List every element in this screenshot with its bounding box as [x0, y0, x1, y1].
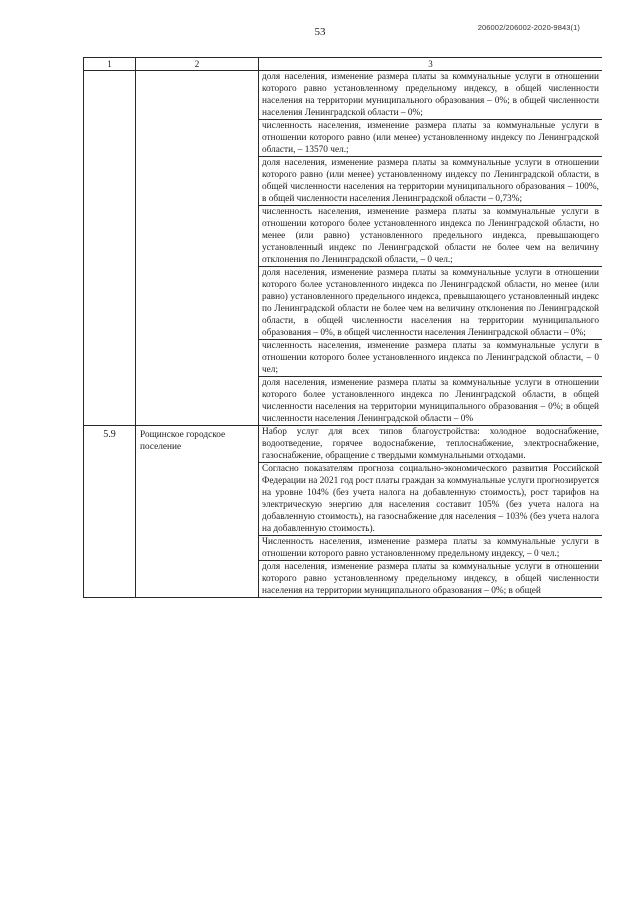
row-content-cell: [259, 71, 603, 426]
text-block: доля населения, изменение размера платы за коммунальные услуги в отношении которого равно установленному предельному индексу, в общей численности населения на территории муниципального образования – 0%; в общей: [259, 560, 602, 597]
column-number-3: 3: [259, 58, 603, 71]
row-name-cell: [136, 71, 259, 426]
text-block: численность населения, изменение размера платы за коммунальные услуги в отношении которого равно (или менее) установленному индексу по Ленинградской области, – 13570 чел.;: [259, 119, 602, 156]
text-block: доля населения, изменение размера платы за коммунальные услуги в отношении которого равно (или менее) установленному индексу по Ленинградской области, в общей численности населения на территории муниципального образования – 100%, в общей численности населения Ленинградской области – 0,73%;: [259, 156, 602, 205]
text-block: доля населения, изменение размера платы за коммунальные услуги в отношении которого более установленного индекса по Ленинградской области, но менее (или равно) установленного предельного индекса, превышающего установленный индекс по Ленинградской области не более чем на величину отклонения по Ленинградской области, в общей численности населения на территории муниципального образования – 0%, в общей численности населения Ленинградской области – 0%;: [259, 266, 602, 339]
row-number-cell: [84, 71, 136, 426]
text-block: численность населения, изменение размера платы за коммунальные услуги в отношении которого более установленного индекса по Ленинградской области, – 0 чел;: [259, 339, 602, 376]
document-code: 206002/206002-2020-9843(1): [477, 23, 580, 32]
table-row-5-9: [84, 426, 603, 598]
text-block: Набор услуг для всех типов благоустройства: холодное водоснабжение, водоотведение, горячее водоснабжение, теплоснабжение, электроснабжение, газоснабжение, обращение с твердыми коммунальными отходами.: [262, 427, 599, 461]
document-sheet: [83, 57, 602, 901]
text-block: доля населения, изменение размера платы за коммунальные услуги в отношении которого более установленного индекса по Ленинградской области, в общей численности населения на территории муниципального образования – 0%; в общей численности населения Ленинградской области – 0%: [259, 376, 602, 425]
text-block: Согласно показателям прогноза социально-экономического развития Российской Федерации на 2021 год рост платы граждан за коммунальные услуги прогнозируется на уровне 104% (без учета налога на добавленную стоимость), рост тарифов на электрическую энергию для населения составит 105% (без учета налога на добавленную стоимость), на газоснабжение для населения – 103% (без учета налога на добавленную стоимость).: [259, 462, 602, 535]
row-content-cell: [259, 426, 603, 598]
row-number-cell: 5.9: [84, 426, 136, 598]
text-block: Численность населения, изменение размера платы за коммунальные услуги в отношении которого равно установленному предельному индексу, – 0 чел.;: [259, 535, 602, 560]
text-block: численность населения, изменение размера платы за коммунальные услуги в отношении которого более установленного индекса по Ленинградской области, но менее (или равно) установленного предельного индекса, превышающего установленный индекс по Ленинградской области не более чем на величину отклонения по Ленинградской области, – 0 чел.;: [259, 205, 602, 266]
page-number: 53: [314, 26, 326, 38]
table-row-continued: [84, 71, 603, 426]
column-number-1: 1: [84, 58, 136, 71]
column-numbers-row: [84, 58, 603, 71]
text-block: доля населения, изменение размера платы за коммунальные услуги в отношении которого равно установленному предельному индексу, в общей численности населения на территории муниципального образования – 0%; в общей численности населения Ленинградской области – 0%;: [262, 72, 599, 118]
indicators-table: [83, 57, 602, 598]
page-cut-edge: [83, 900, 602, 901]
row-name-cell: Рощинское городское поселение: [136, 426, 259, 598]
column-number-2: 2: [136, 58, 259, 71]
